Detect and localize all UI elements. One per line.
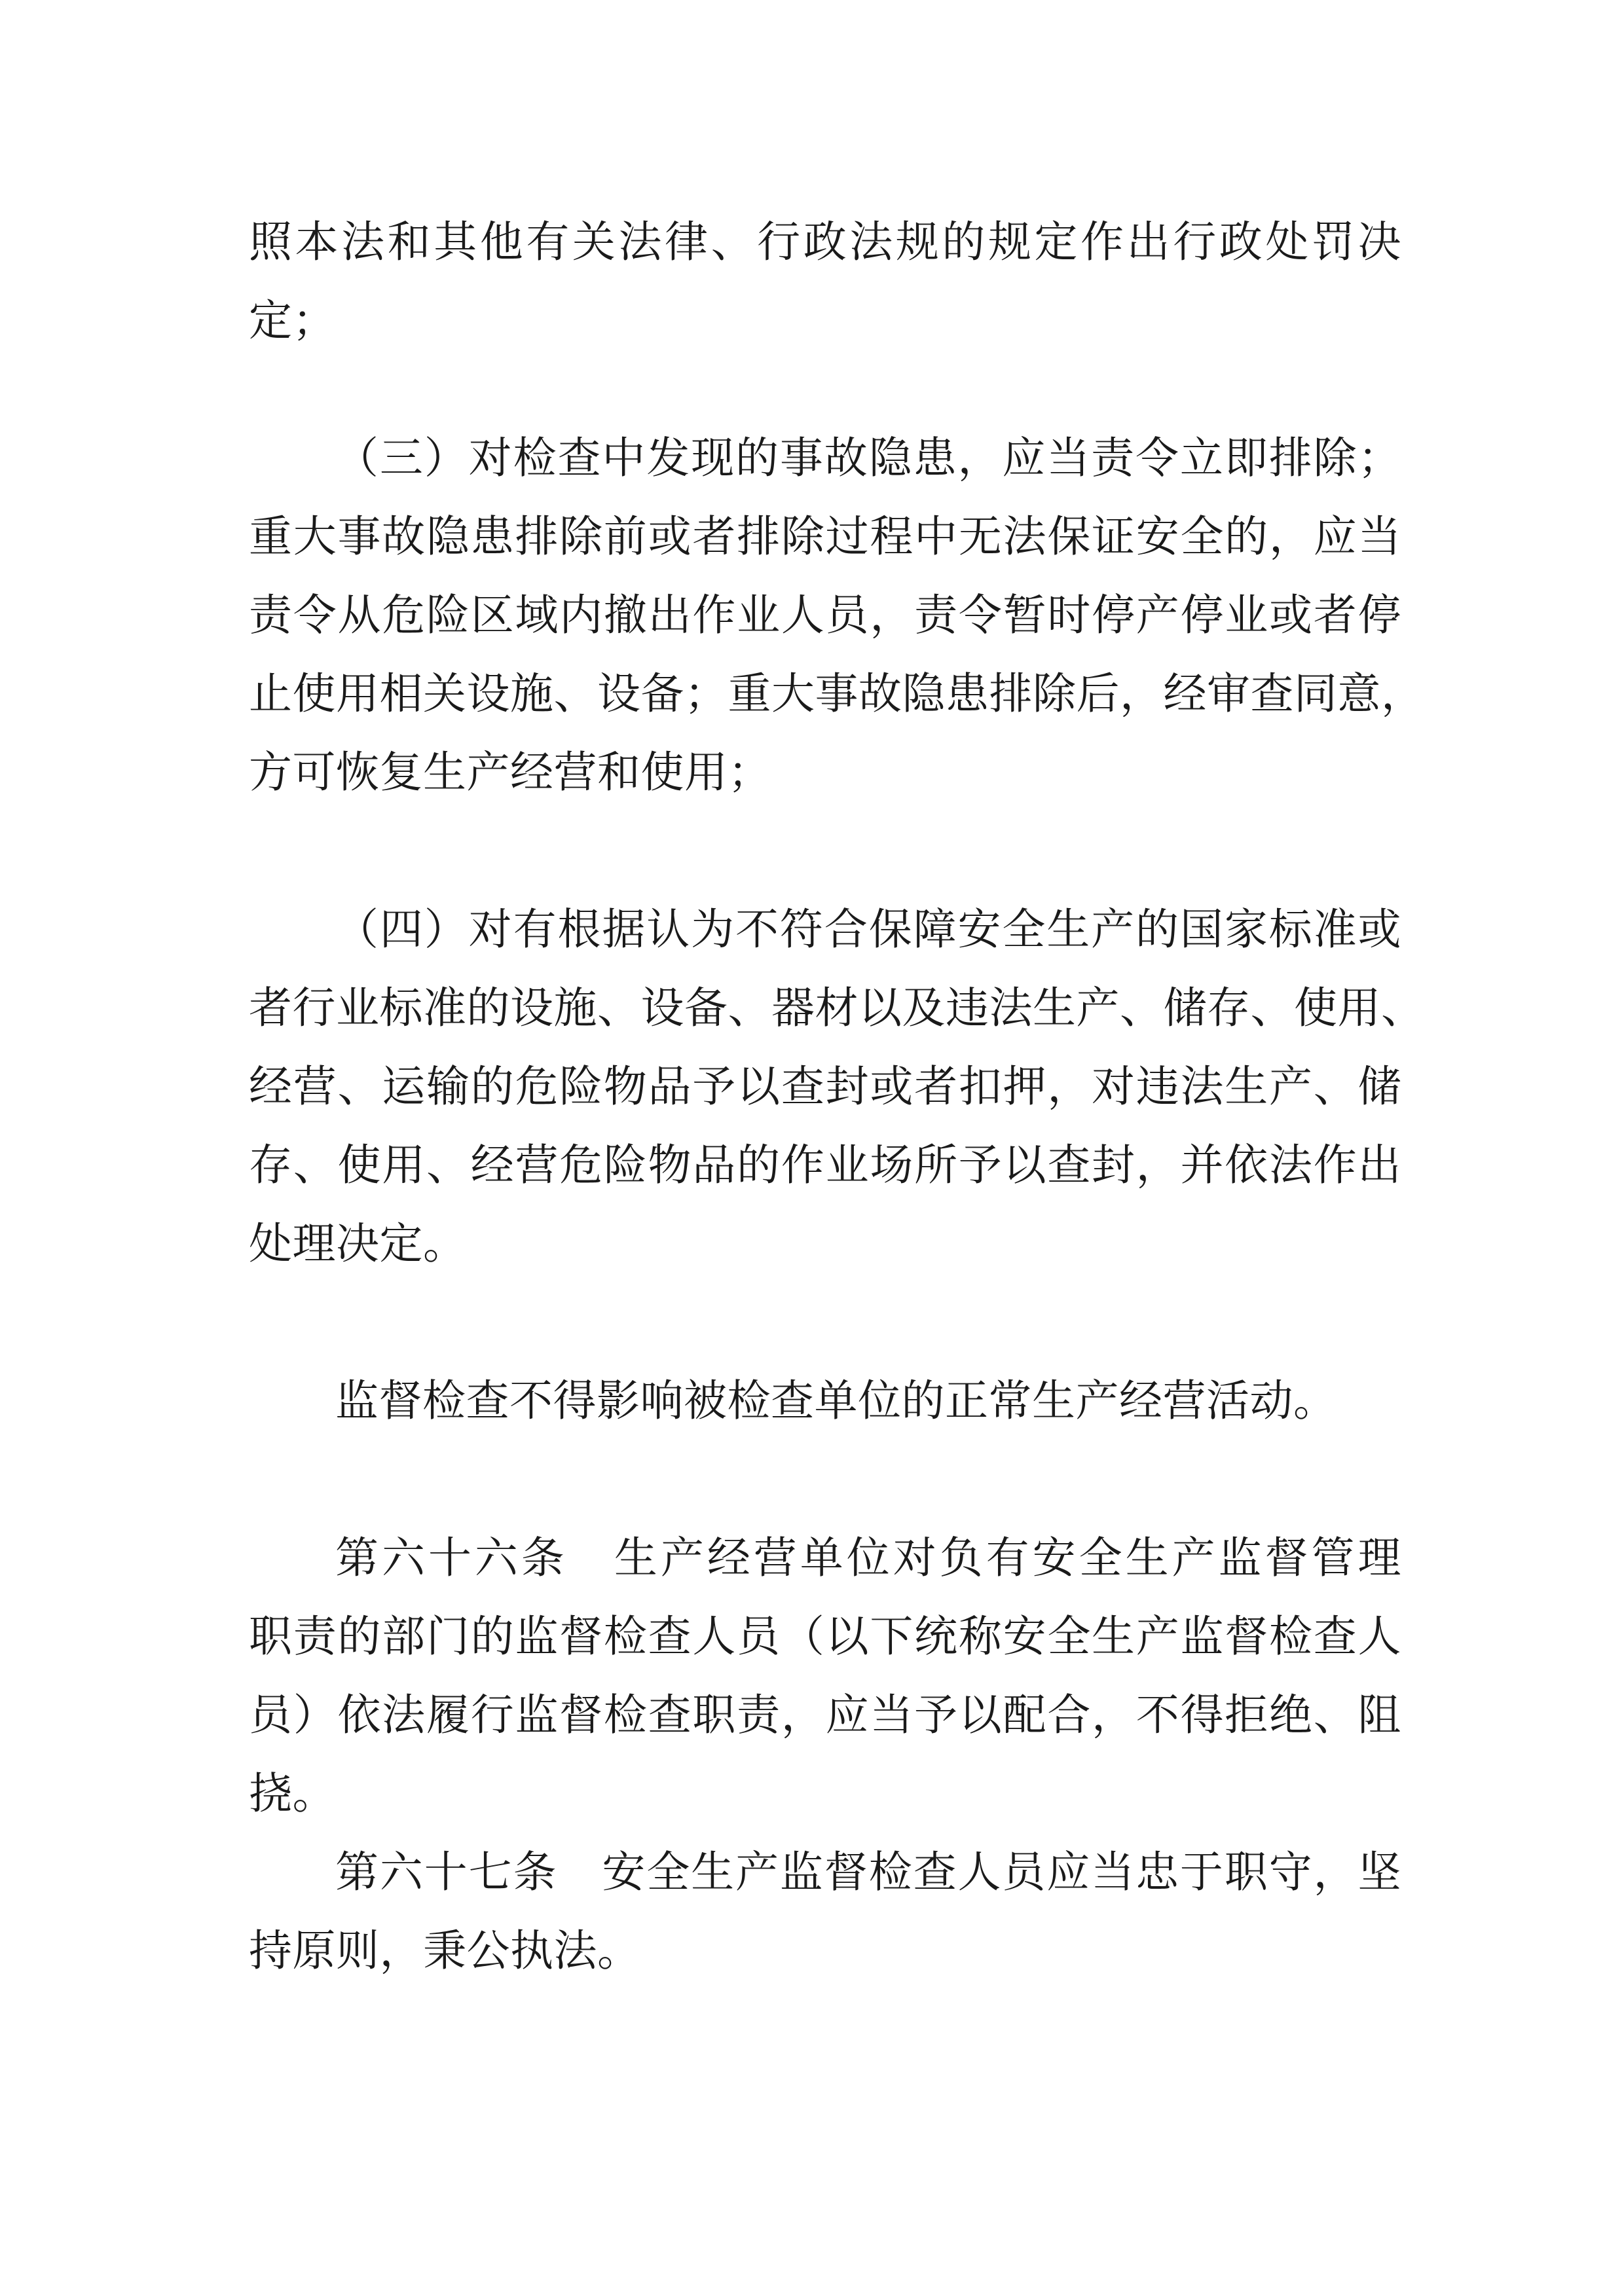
text-line: 挠。 [249, 1768, 336, 1819]
text-line: 重大事故隐患排除前或者排除过程中无法保证安全的，应当 [249, 511, 1401, 562]
text-line: 存、使用、经营危险物品的作业场所予以查封，并依法作出 [249, 1140, 1401, 1190]
text-line: 经营、运输的危险物品予以查封或者扣押，对违法生产、储 [249, 1061, 1401, 1112]
text-line: 止使用相关设施、设备；重大事故隐患排除后，经审查同意， [249, 668, 1425, 719]
text-line: 第六十七条 安全生产监督检查人员应当忠于职守，坚 [335, 1847, 1401, 1897]
paragraph-item-3 [249, 419, 1425, 812]
text-line: 照本法和其他有关法律、行政法规的规定作出行政处罚决 [249, 217, 1401, 267]
text-line: 者行业标准的设施、设备、器材以及违法生产、储存、使用、 [249, 983, 1425, 1033]
text-line: 第六十六条 生产经营单位对负有安全生产监督管理 [335, 1533, 1401, 1583]
paragraph-item-4 [249, 890, 1425, 1283]
paragraph-supervision-note [249, 1362, 1401, 1440]
text-line: 处理决定。 [249, 1218, 467, 1269]
text-line: 定； [249, 295, 336, 346]
text-line: （四）对有根据认为不符合保障安全生产的国家标准或 [335, 904, 1401, 955]
text-line: 监督检查不得影响被检查单位的正常生产经营活动。 [335, 1376, 1337, 1426]
paragraph-article-66 [249, 1519, 1401, 1833]
paragraph-article-67 [249, 1833, 1401, 1990]
text-line: 责令从危险区域内撤出作业人员，责令暂时停产停业或者停 [249, 590, 1401, 640]
text-line: （三）对检查中发现的事故隐患，应当责令立即排除； [335, 433, 1401, 483]
paragraph-continuation [249, 203, 1401, 360]
text-line: 方可恢复生产经营和使用； [249, 747, 771, 797]
text-line: 职责的部门的监督检查人员（以下统称安全生产监督检查人 [249, 1611, 1401, 1662]
text-line: 持原则，秉公执法。 [249, 1925, 641, 1976]
text-line: 员）依法履行监督检查职责，应当予以配合，不得拒绝、阻 [249, 1690, 1401, 1740]
